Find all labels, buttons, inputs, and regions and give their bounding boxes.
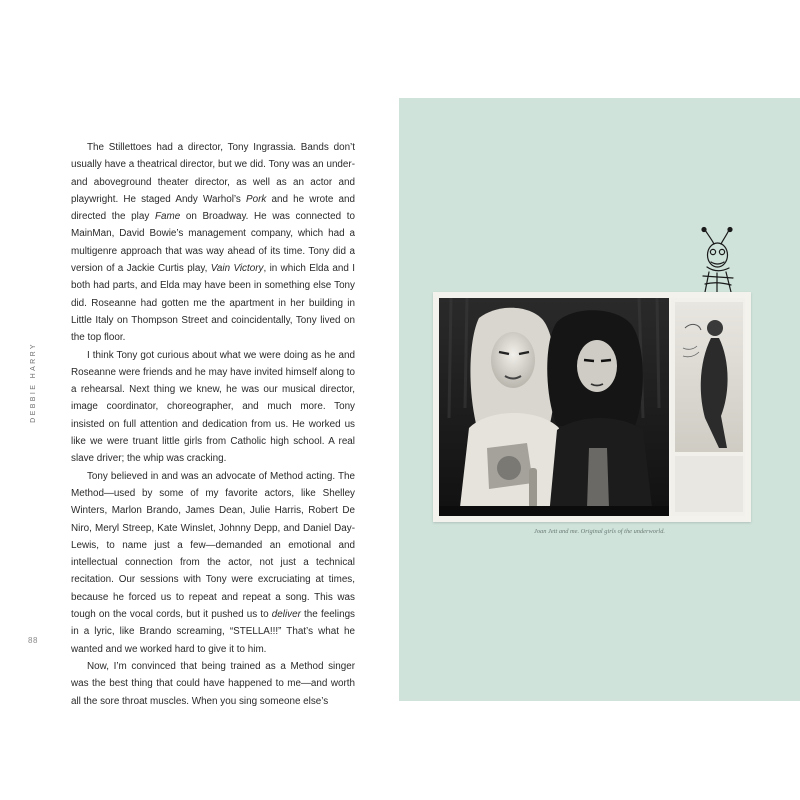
body-paragraph [71,139,355,347]
page-number: 88 [28,636,38,645]
text-run: the feelings in a lyric, like Brando screaming, “STELLA!!!” That’s what he wanted and we worked hard to give it to him. [71,609,355,655]
body-paragraph [71,347,355,468]
ink-sketch-figure [693,226,743,296]
text-run: I think Tony got curious about what we were doing as he and Roseanne were friends and he may have invited himself along to a rehearsal. Next thing we knew, he was our musical director, image coordinator, choreographer, and much more. Tony insisted on full attention and dedication from us. He worked us like we were truant little girls from Catholic high school. A real slave driver; the whip was cracking. [71,349,355,465]
text-run: , in which Elda and I both had parts, and Elda may have been in something else Tony did. Roseanne had gotten me the apartment in her building in Little Italy on Thompson Street and coincidentally, Tony lived on the top floor. [71,263,355,344]
italic-title: Fame [154,211,181,223]
right-page [399,98,800,701]
text-run: Tony believed in and was an advocate of Method acting. The Method—used by some of my favorite actors, like Shelley Winters, Marlon Brando, James Dean, Julie Harris, Robert De Niro, Meryl Streep, Kate Winslet, Johnny Depp, and Daniel Day-Lewis, to name just a few—demanded an emotional and intellectual connection from the actor, not just a technical recitation. Our sessions with Tony were excruciating at times, because he forced us to repeat and repeat a song. This was tough on the vocal cords, but it pushed us to [71,470,355,621]
text-run: Now, I’m convinced that being trained as a Method singer was the best thing that could have happened to me—and worth all the sore throat muscles. When you sing someone else’s [71,660,355,707]
italic-title: Pork [246,193,267,205]
text-run: The Stillettoes had a director, Tony Ingrassia. Bands don’t usually have a theatrical director, but we did. Tony was an under- and aboveground theater director, as well as an actor and playwright. He staged Andy Warhol’s [71,142,355,205]
italic-title: deliver [271,609,301,621]
text-run: on Broadway. He was connected to MainMan, David Bowie’s management company, which had a multigenre approach that was way ahead of its time. Tony did a version of a Jackie Curtis play, [71,211,355,275]
photo-mount [433,292,751,522]
italic-title: Vain Victory [210,263,264,275]
body-paragraph [71,468,355,658]
photo-caption: Joan Jett and me. Original girls of the underworld. [534,528,665,535]
running-head: DEBBIE HARRY [30,342,37,423]
photo-contact-sheet-icon [439,298,745,516]
body-paragraph [71,658,355,710]
left-page [0,0,399,800]
text-run: and he wrote and directed the play [71,193,355,223]
body-text [71,139,355,710]
